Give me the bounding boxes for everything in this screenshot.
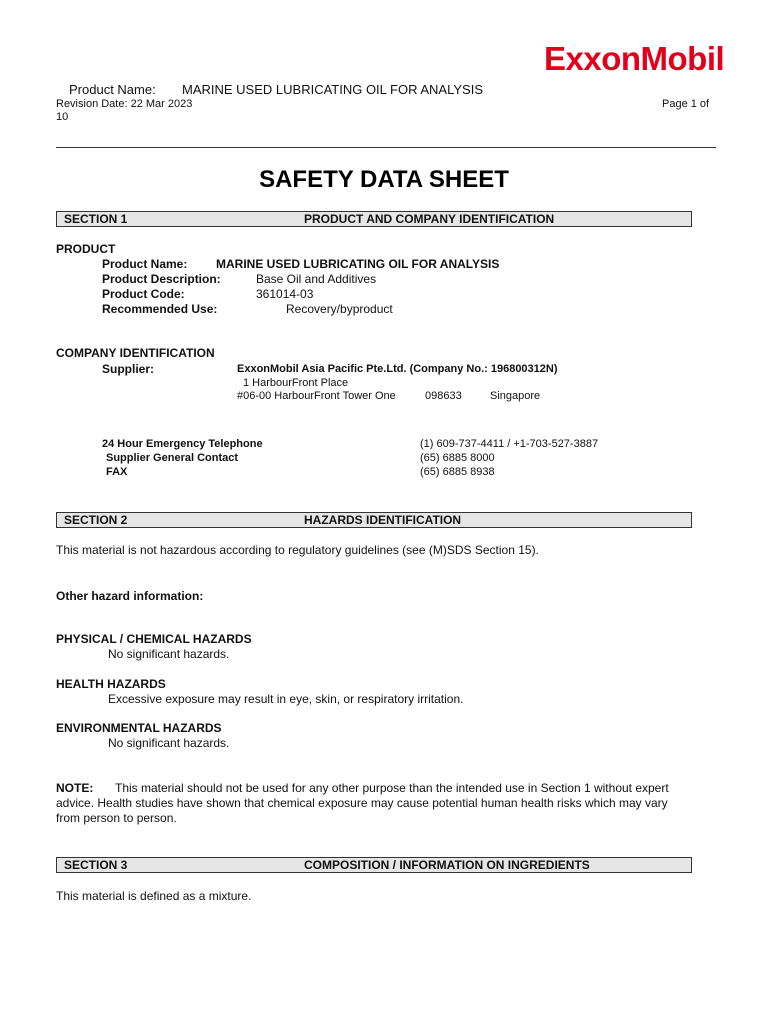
- product-name-label: Product Name:: [102, 257, 188, 271]
- note-line-3: from person to person.: [56, 811, 177, 825]
- note-line-2: advice. Health studies have shown that chemical exposure may cause potential human health risks which may vary: [56, 796, 668, 810]
- fax-value: (65) 6885 8938: [420, 466, 495, 478]
- supplier-name: ExxonMobil Asia Pacific Pte.Ltd. (Company No.: 196800312N): [237, 363, 558, 375]
- section-3-number: SECTION 3: [64, 858, 128, 872]
- physical-hazards-heading: PHYSICAL / CHEMICAL HAZARDS: [56, 632, 252, 646]
- environmental-hazards-heading: ENVIRONMENTAL HAZARDS: [56, 721, 222, 735]
- supplier-address-line2: #06-00 HarbourFront Tower One: [237, 390, 396, 402]
- product-description-value: Base Oil and Additives: [256, 272, 377, 286]
- section-1-number: SECTION 1: [64, 212, 128, 226]
- supplier-contact-value: (65) 6885 8000: [420, 452, 495, 464]
- hazard-classification-statement: This material is not hazardous according to regulatory guidelines (see (M)SDS Section 15).: [56, 543, 539, 557]
- header-revision-date: Revision Date: 22 Mar 2023: [56, 98, 193, 110]
- environmental-hazards-text: No significant hazards.: [108, 736, 230, 750]
- header-page-total: 10: [56, 111, 69, 123]
- emergency-telephone-label: 24 Hour Emergency Telephone: [102, 438, 263, 450]
- emergency-telephone-value: (1) 609-737-4411 / +1-703-527-3887: [420, 438, 599, 450]
- product-description-label: Product Description:: [102, 272, 221, 286]
- product-code-label: Product Code:: [102, 287, 185, 301]
- product-name-value: MARINE USED LUBRICATING OIL FOR ANALYSIS: [216, 257, 500, 271]
- document-title: SAFETY DATA SHEET: [259, 166, 509, 193]
- section-3-header: [56, 857, 692, 873]
- recommended-use-value: Recovery/byproduct: [286, 302, 393, 316]
- product-heading: PRODUCT: [56, 242, 116, 256]
- section-3-title: COMPOSITION / INFORMATION ON INGREDIENTS: [304, 858, 590, 872]
- section-1-header: [56, 211, 692, 227]
- supplier-address-line1: 1 HarbourFront Place: [243, 377, 349, 389]
- header-page-of: Page 1 of: [662, 98, 710, 110]
- header-divider: [56, 147, 716, 148]
- section-2-number: SECTION 2: [64, 513, 128, 527]
- other-hazard-heading: Other hazard information:: [56, 589, 204, 603]
- note-line-1: This material should not be used for any other purpose than the intended use in Section 1 without expert: [115, 781, 669, 795]
- supplier-country: Singapore: [490, 390, 541, 402]
- company-identification-heading: COMPANY IDENTIFICATION: [56, 346, 215, 360]
- header-product-name: MARINE USED LUBRICATING OIL FOR ANALYSIS: [182, 82, 483, 97]
- recommended-use-label: Recommended Use:: [102, 302, 218, 316]
- mixture-statement: This material is defined as a mixture.: [56, 889, 252, 903]
- product-code-value: 361014-03: [256, 287, 314, 301]
- supplier-contact-label: Supplier General Contact: [106, 452, 239, 464]
- health-hazards-heading: HEALTH HAZARDS: [56, 677, 166, 691]
- section-1-title: PRODUCT AND COMPANY IDENTIFICATION: [304, 212, 555, 226]
- note-label: NOTE:: [56, 781, 94, 795]
- health-hazards-text: Excessive exposure may result in eye, skin, or respiratory irritation.: [108, 692, 464, 706]
- header-product-name-label: Product Name:: [69, 82, 156, 97]
- supplier-postal-code: 098633: [425, 390, 462, 402]
- section-2-header: [56, 512, 692, 528]
- exxonmobil-logo: ExxonMobil: [544, 40, 725, 77]
- fax-label: FAX: [106, 466, 128, 478]
- supplier-label: Supplier:: [102, 362, 155, 376]
- section-2-title: HAZARDS IDENTIFICATION: [304, 513, 462, 527]
- physical-hazards-text: No significant hazards.: [108, 647, 230, 661]
